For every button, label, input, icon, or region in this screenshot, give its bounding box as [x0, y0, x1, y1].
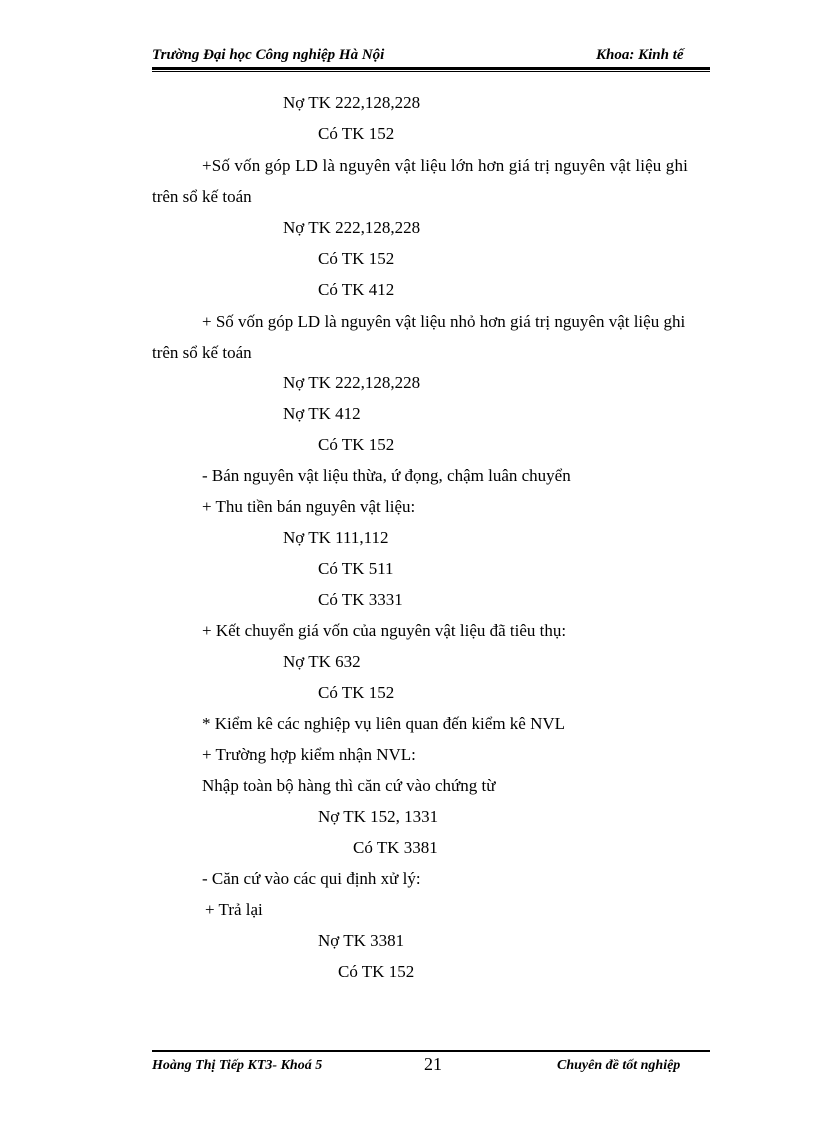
- header-rule: [152, 67, 710, 70]
- body-line: Có TK 3381: [353, 838, 438, 857]
- body-line: Có TK 152: [338, 962, 415, 981]
- body-line: - Căn cứ vào các qui định xử lý:: [202, 869, 421, 888]
- body-line: * Kiểm kê các nghiệp vụ liên quan đến kiểm kê NVL: [202, 714, 566, 733]
- body-line: Nợ TK 632: [283, 652, 361, 671]
- body-line: + Số vốn góp LD là nguyên vật liệu nhỏ hơn giá trị nguyên vật liệu ghi: [202, 312, 686, 331]
- body-line: + Trả lại: [205, 900, 263, 919]
- footer-author: Hoàng Thị Tiếp KT3- Khoá 5: [152, 1058, 323, 1073]
- body-line: +Số vốn góp LD là nguyên vật liệu lớn hơn giá trị nguyên vật liệu ghi: [202, 156, 688, 175]
- body-line: + Kết chuyển giá vốn của nguyên vật liệu đã tiêu thụ:: [202, 621, 567, 640]
- body-line: Nợ TK 412: [283, 404, 361, 423]
- body-line: Nợ TK 222,128,228: [283, 93, 421, 112]
- header-rule-thin: [152, 71, 710, 72]
- footer-rule: [152, 1050, 710, 1052]
- body-line: Nợ TK 222,128,228: [283, 218, 421, 237]
- body-line: Có TK 152: [318, 124, 395, 143]
- body-line: Có TK 511: [318, 559, 394, 578]
- body-line: trên sổ kế toán: [152, 187, 252, 206]
- body-line: Nợ TK 3381: [318, 931, 405, 950]
- header-school: Trường Đại học Công nghiệp Hà Nội: [152, 47, 385, 63]
- body-line: Có TK 152: [318, 435, 395, 454]
- body-line: Nợ TK 111,112: [283, 528, 389, 547]
- body-line: Có TK 412: [318, 280, 395, 299]
- body-line: Nhập toàn bộ hàng thì căn cứ vào chứng từ: [202, 776, 496, 795]
- footer-doc-type: Chuyên đề tốt nghiệp: [557, 1058, 681, 1073]
- body-line: - Bán nguyên vật liệu thừa, ứ đọng, chậm luân chuyển: [202, 466, 571, 485]
- body-line: Có TK 152: [318, 249, 395, 268]
- body-line: Có TK 152: [318, 683, 395, 702]
- header-faculty: Khoa: Kinh tế: [596, 47, 684, 63]
- body-line: Nợ TK 152, 1331: [318, 807, 439, 826]
- body-line: + Trường hợp kiểm nhận NVL:: [202, 745, 416, 764]
- page-number: 21: [424, 1054, 442, 1074]
- body-line: + Thu tiền bán nguyên vật liệu:: [202, 497, 416, 516]
- body-line: Nợ TK 222,128,228: [283, 373, 421, 392]
- body-line: Có TK 3331: [318, 590, 403, 609]
- body-line: trên sổ kế toán: [152, 343, 252, 362]
